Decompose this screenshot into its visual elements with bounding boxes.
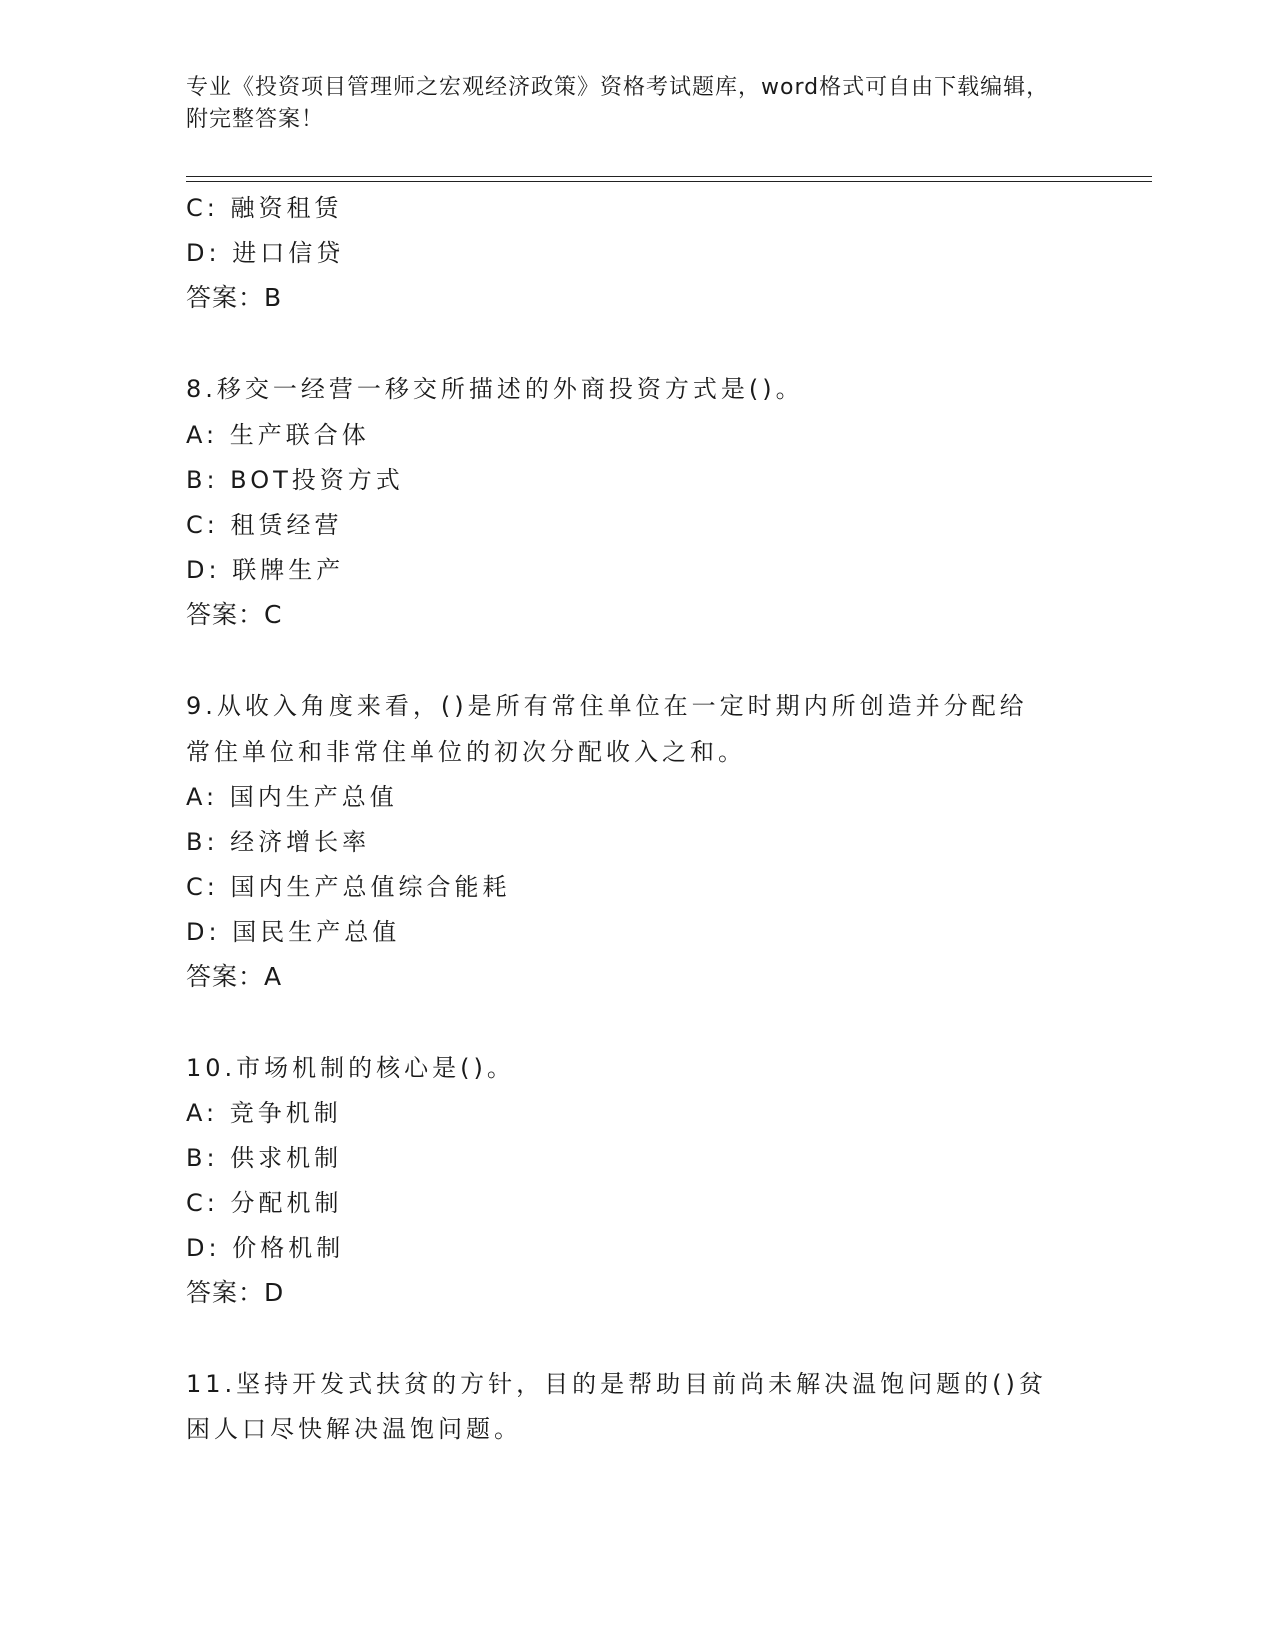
prev-answer: 答案：B bbox=[186, 283, 283, 312]
question-10-answer: 答案：D bbox=[186, 1278, 285, 1307]
document-header: 专业《投资项目管理师之宏观经济政策》资格考试题库，word格式可自由下载编辑，附完整答案！ bbox=[186, 75, 1050, 132]
question-8-answer: 答案：C bbox=[186, 600, 283, 629]
question-8-stem: 8.移交一经营一移交所描述的外商投资方式是()。 bbox=[186, 375, 804, 403]
question-8-option-c: C: 租赁经营 bbox=[186, 511, 343, 539]
question-10-option-d: D: 价格机制 bbox=[186, 1234, 345, 1262]
question-9-option-b: B: 经济增长率 bbox=[186, 828, 371, 856]
question-9-stem-line-1: 9.从收入角度来看，()是所有常住单位在一定时期内所创造并分配给 bbox=[186, 692, 1028, 720]
question-8-option-a: A: 生产联合体 bbox=[186, 421, 370, 449]
question-9-answer: 答案：A bbox=[186, 962, 283, 991]
question-9-option-d: D: 国民生产总值 bbox=[186, 918, 401, 946]
question-9-option-c: C: 国内生产总值综合能耗 bbox=[186, 873, 511, 901]
question-10-stem: 10.市场机制的核心是()。 bbox=[186, 1054, 515, 1082]
header-divider-top bbox=[186, 176, 1152, 177]
question-8-option-d: D: 联牌生产 bbox=[186, 556, 345, 584]
question-10-option-b: B: 供求机制 bbox=[186, 1144, 343, 1172]
question-11-stem-line-2: 困人口尽快解决温饱问题。 bbox=[186, 1415, 522, 1443]
prev-option-c: C: 融资租赁 bbox=[186, 194, 343, 222]
question-10-option-a: A: 竞争机制 bbox=[186, 1099, 342, 1127]
question-11-stem-line-1: 11.坚持开发式扶贫的方针，目的是帮助目前尚未解决温饱问题的()贫 bbox=[186, 1370, 1047, 1398]
prev-option-d: D: 进口信贷 bbox=[186, 239, 345, 267]
question-9-option-a: A: 国内生产总值 bbox=[186, 783, 398, 811]
question-9-stem-line-2: 常住单位和非常住单位的初次分配收入之和。 bbox=[186, 738, 746, 766]
question-8-option-b: B: BOT投资方式 bbox=[186, 466, 404, 494]
header-divider-bottom bbox=[186, 181, 1152, 182]
question-10-option-c: C: 分配机制 bbox=[186, 1189, 343, 1217]
